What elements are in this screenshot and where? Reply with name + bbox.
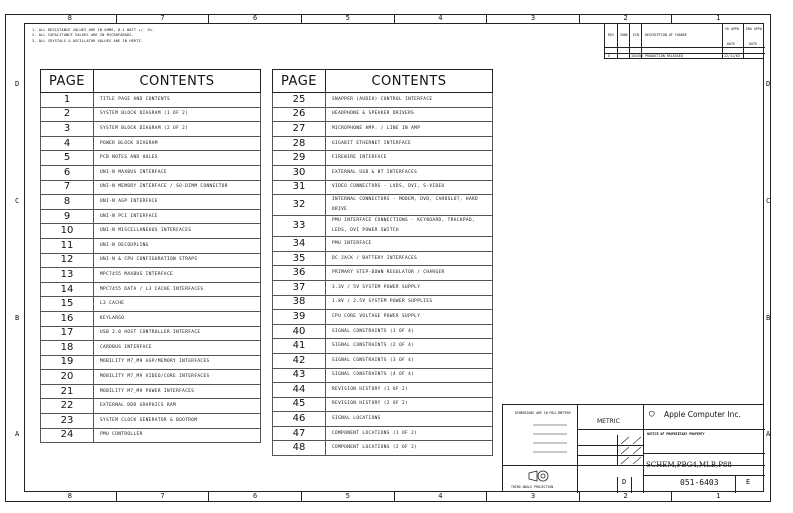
zone-label: 1 — [716, 14, 721, 22]
page-number: 44 — [273, 383, 326, 398]
zone-label: 4 — [395, 14, 488, 23]
rev-col-header: REV — [608, 33, 614, 37]
tolerance-lines-icon — [511, 419, 571, 461]
zone-label: 5 — [302, 492, 395, 501]
contents-row — [41, 355, 261, 370]
page-title: UNI-N MISCELLANEOUS INTERFACES — [94, 224, 261, 239]
zone-side-label: B — [766, 314, 771, 322]
zone-col-header: ZONE — [620, 33, 628, 37]
apple-logo-icon: ◯ — [649, 409, 655, 419]
page-title: SYSTEM BLOCK DIAGRAM (1 OF 2) — [94, 107, 261, 122]
date-col-header: DATE — [727, 42, 735, 46]
contents-row — [273, 426, 493, 441]
contents-row — [41, 165, 261, 180]
page-title: GIGABIT ETHERNET INTERFACE — [326, 136, 493, 151]
page-number: 10 — [41, 224, 94, 239]
page-title: L3 CACHE — [94, 297, 261, 312]
zone-side-label: B — [15, 314, 20, 322]
contents-row — [41, 180, 261, 195]
contents-row — [273, 122, 493, 137]
contents-row — [41, 399, 261, 414]
page-number: 20 — [41, 370, 94, 385]
page-number: 39 — [273, 310, 326, 325]
contents-row — [273, 165, 493, 180]
page-number: 18 — [41, 341, 94, 356]
approval-slashes-icon — [619, 436, 643, 465]
general-notes — [32, 28, 154, 44]
page-number: 22 — [41, 399, 94, 414]
page-number: 42 — [273, 353, 326, 368]
contents-row — [41, 341, 261, 356]
zone-label: 1 — [716, 492, 721, 500]
page-title: PCB NOTES AND HOLES — [94, 151, 261, 166]
desc-col-header: DESCRIPTION OF CHANGE — [645, 33, 687, 37]
rev-value: E — [608, 54, 610, 58]
contents-row — [273, 412, 493, 427]
page-number: 24 — [41, 428, 94, 443]
zone-side-label: A — [766, 430, 771, 438]
zone-label: 4 — [395, 492, 488, 501]
page-title: MOBILITY M7_M9 AGP/MEMORY INTERFACES — [94, 355, 261, 370]
page-number: 34 — [273, 237, 326, 252]
page-title: 3.3V / 5V SYSTEM POWER SUPPLY — [326, 280, 493, 295]
page-number: 7 — [41, 180, 94, 195]
dim-header: DIMENSIONS ARE IN MILLIMETERS — [515, 411, 571, 415]
zone-side-label: A — [15, 430, 20, 438]
page-number: 25 — [273, 93, 326, 108]
page-number: 6 — [41, 165, 94, 180]
desc-value: PRODUCTION RELEASED — [645, 54, 683, 58]
page-number: 27 — [273, 122, 326, 137]
page-title: PRIMARY STEP-DOWN REGULATOR / CHARGER — [326, 266, 493, 281]
contents-row — [273, 353, 493, 368]
page-title: UNI-N AGP INTERFACE — [94, 195, 261, 210]
page-number: 12 — [41, 253, 94, 268]
contents-row — [41, 253, 261, 268]
contents-row — [41, 326, 261, 341]
contents-row — [273, 180, 493, 195]
zone-label: 7 — [117, 492, 210, 501]
drawing-size: D — [622, 478, 627, 486]
page-number: 17 — [41, 326, 94, 341]
page-number: 9 — [41, 209, 94, 224]
page-title: TITLE PAGE AND CONTENTS — [94, 93, 261, 108]
page-title: SIGNAL CONSTRAINTS (3 OF 4) — [326, 353, 493, 368]
page-number: 16 — [41, 311, 94, 326]
page-title: CARDBUS INTERFACE — [94, 341, 261, 356]
page-title: SNAPPER (AUDIO) CONTROL INTERFACE — [326, 93, 493, 108]
page-title: INTERNAL CONNECTORS - MODEM, DVD, CARDSLOT, HARD DRIVE — [326, 195, 493, 216]
page-number: 11 — [41, 238, 94, 253]
page-number: 19 — [41, 355, 94, 370]
page-title: 1.8V / 2.5V SYSTEM POWER SUPPLIES — [326, 295, 493, 310]
page-number: 29 — [273, 151, 326, 166]
contents-row — [41, 151, 261, 166]
contents-row — [273, 368, 493, 383]
page-title: EXTERNAL DDR GRAPHICS RAM — [94, 399, 261, 414]
page-title: SYSTEM BLOCK DIAGRAM (2 OF 2) — [94, 122, 261, 137]
page-title: PMU CONTROLLER — [94, 428, 261, 443]
page-header: PAGE — [273, 70, 326, 93]
contents-row — [41, 414, 261, 429]
ck-col-header: CK APPD — [725, 27, 739, 31]
page-title: VIDEO CONNECTORS - LVDS, DVI, S-VIDEO — [326, 180, 493, 195]
ecn-col-header: ECN — [633, 33, 639, 37]
page-title: SIGNAL LOCATIONS — [326, 412, 493, 427]
page-title: UNI-N DECOUPLING — [94, 238, 261, 253]
page-title: UNI-N PCI INTERFACE — [94, 209, 261, 224]
page-number: 31 — [273, 180, 326, 195]
page-title: PMU INTERFACE CONNECTIONS - KEYBOARD, TRACKPAD, LEDS, DVI POWER SWITCH — [326, 216, 493, 237]
zone-label: 3 — [487, 492, 580, 501]
zone-label: 2 — [580, 14, 673, 23]
note-line: 3. ALL CRYSTALS & OSCILLATOR VALUES ARE IN HERTZ. — [32, 38, 143, 43]
contents-row — [273, 151, 493, 166]
zone-label: 2 — [580, 492, 673, 501]
page-number: 41 — [273, 339, 326, 354]
page-title: UNI-N MAXBUS INTERFACE — [94, 165, 261, 180]
page-number: 33 — [273, 216, 326, 237]
contents-row — [273, 441, 493, 456]
page-number: 45 — [273, 397, 326, 412]
contents-row — [273, 107, 493, 122]
contents-row — [41, 297, 261, 312]
page-number: 38 — [273, 295, 326, 310]
contents-row — [273, 93, 493, 108]
page-number: 15 — [41, 297, 94, 312]
contents-row — [41, 122, 261, 137]
zone-label: 7 — [117, 14, 210, 23]
page-title: USB 2.0 HOST CONTROLLER INTERFACE — [94, 326, 261, 341]
note-line: 1. ALL RESISTANCE VALUES ARE IN OHMS, 0.1 WATT +/- 5%. — [32, 28, 155, 32]
contents-row — [273, 195, 493, 216]
contents-table-right — [272, 69, 493, 456]
zone-side-label: C — [766, 197, 771, 205]
contents-row — [41, 195, 261, 210]
page-number: 23 — [41, 414, 94, 429]
page-number: 4 — [41, 136, 94, 151]
revision-block — [604, 23, 764, 59]
contents-row — [273, 310, 493, 325]
contents-row — [41, 268, 261, 283]
page-number: 26 — [273, 107, 326, 122]
page-title: HEADPHONE & SPEAKER DRIVERS — [326, 107, 493, 122]
drawing-rev: E — [746, 478, 751, 486]
page-number: 47 — [273, 426, 326, 441]
drawing-title: SCHEM,PBG4,MLB,P88 — [646, 461, 732, 469]
contents-row — [273, 295, 493, 310]
date-value: 12/11/03 — [724, 54, 740, 58]
contents-row — [273, 237, 493, 252]
date2-col-header: DATE — [749, 42, 757, 46]
contents-row — [273, 397, 493, 412]
zone-side-label: D — [15, 80, 20, 88]
page-title: SYSTEM CLOCK GENERATOR & BOOTROM — [94, 414, 261, 429]
zone-label: 6 — [209, 492, 302, 501]
eng-col-header: ENG APPD — [746, 27, 762, 31]
page-title: UNI-N MEMORY INTERFACE / SO-DIMM CONNECTOR — [94, 180, 261, 195]
contents-row — [41, 93, 261, 108]
page-title: REVISION HISTORY (1 OF 2) — [326, 383, 493, 398]
page-title: EXTERNAL USB & BT INTERFACES — [326, 165, 493, 180]
page-title: FIREWIRE INTERFACE — [326, 151, 493, 166]
ecn-value: 163456 — [631, 54, 643, 58]
zone-label: 8 — [24, 14, 117, 23]
contents-row — [41, 238, 261, 253]
page-number: 43 — [273, 368, 326, 383]
contents-row — [273, 383, 493, 398]
zone-label: 6 — [209, 14, 302, 23]
contents-row — [41, 311, 261, 326]
note-line: 2. ALL CAPACITANCE VALUES ARE IN MICROFARADS. — [32, 33, 134, 38]
page-number: 21 — [41, 384, 94, 399]
zone-ruler-top — [24, 14, 764, 23]
page-title: SIGNAL CONSTRAINTS (1 OF 4) — [326, 324, 493, 339]
page-title: SIGNAL CONSTRAINTS (2 OF 4) — [326, 339, 493, 354]
page-header: PAGE — [41, 70, 94, 93]
contents-row — [41, 224, 261, 239]
page-number: 1 — [41, 93, 94, 108]
page-number: 36 — [273, 266, 326, 281]
page-title: POWER BLOCK DIAGRAM — [94, 136, 261, 151]
page-title: SIGNAL CONSTRAINTS (4 OF 4) — [326, 368, 493, 383]
notice-header: NOTICE OF PROPRIETARY PROPERTY — [647, 432, 705, 436]
zone-label: 3 — [487, 14, 580, 23]
page-number: 35 — [273, 251, 326, 266]
page-number: 2 — [41, 107, 94, 122]
page-title: KEYLARGO — [94, 311, 261, 326]
contents-table-left — [40, 69, 261, 443]
page-title: CPU CORE VOLTAGE POWER SUPPLY — [326, 310, 493, 325]
zone-label: 8 — [24, 492, 117, 501]
page-number: 40 — [273, 324, 326, 339]
metric-label: METRIC — [597, 418, 620, 425]
page-title: MOBILITY M7_M9 VIDEO/CORE INTERFACES — [94, 370, 261, 385]
page-number: 5 — [41, 151, 94, 166]
page-title: PMU INTERFACE — [326, 237, 493, 252]
contents-row — [41, 428, 261, 443]
drawing-number: 051-6403 — [680, 478, 719, 487]
page-number: 30 — [273, 165, 326, 180]
contents-row — [273, 280, 493, 295]
contents-row — [41, 370, 261, 385]
contents-row — [41, 107, 261, 122]
page-title: MPC7455 DATA / L3 CACHE INTERFACES — [94, 282, 261, 297]
contents-row — [41, 209, 261, 224]
company-name: Apple Computer Inc. — [664, 410, 741, 419]
page-title: REVISION HISTORY (2 OF 2) — [326, 397, 493, 412]
page-number: 32 — [273, 195, 326, 216]
contents-row — [273, 266, 493, 281]
contents-header: CONTENTS — [326, 70, 493, 93]
contents-row — [273, 136, 493, 151]
page-title: COMPONENT LOCATIONS (1 OF 2) — [326, 426, 493, 441]
page-number: 14 — [41, 282, 94, 297]
page-number: 46 — [273, 412, 326, 427]
contents-row — [41, 136, 261, 151]
contents-row — [273, 339, 493, 354]
contents-row — [273, 324, 493, 339]
zone-side-label: D — [766, 80, 771, 88]
contents-row — [41, 384, 261, 399]
page-title: UNI-N & CPU CONFIGURATION STRAPS — [94, 253, 261, 268]
page-number: 13 — [41, 268, 94, 283]
zone-side-label: C — [15, 197, 20, 205]
page-title: MICROPHONE AMP. / LINE IN AMP — [326, 122, 493, 137]
page-title: COMPONENT LOCATIONS (2 OF 2) — [326, 441, 493, 456]
contents-row — [273, 216, 493, 237]
page-number: 37 — [273, 280, 326, 295]
page-title: DC JACK / BATTERY INTERFACES — [326, 251, 493, 266]
page-number: 8 — [41, 195, 94, 210]
contents-row — [41, 282, 261, 297]
contents-header: CONTENTS — [94, 70, 261, 93]
page-number: 48 — [273, 441, 326, 456]
contents-row — [273, 251, 493, 266]
page-title: MPC7455 MAXBUS INTERFACE — [94, 268, 261, 283]
zone-label: 5 — [302, 14, 395, 23]
projection-symbol-icon — [527, 469, 551, 483]
page-number: 28 — [273, 136, 326, 151]
zone-ruler-bottom — [24, 492, 764, 501]
third-angle-label: THIRD ANGLE PROJECTION — [511, 485, 554, 489]
page-number: 3 — [41, 122, 94, 137]
page-title: MOBILITY M7_M9 POWER INTERFACES — [94, 384, 261, 399]
